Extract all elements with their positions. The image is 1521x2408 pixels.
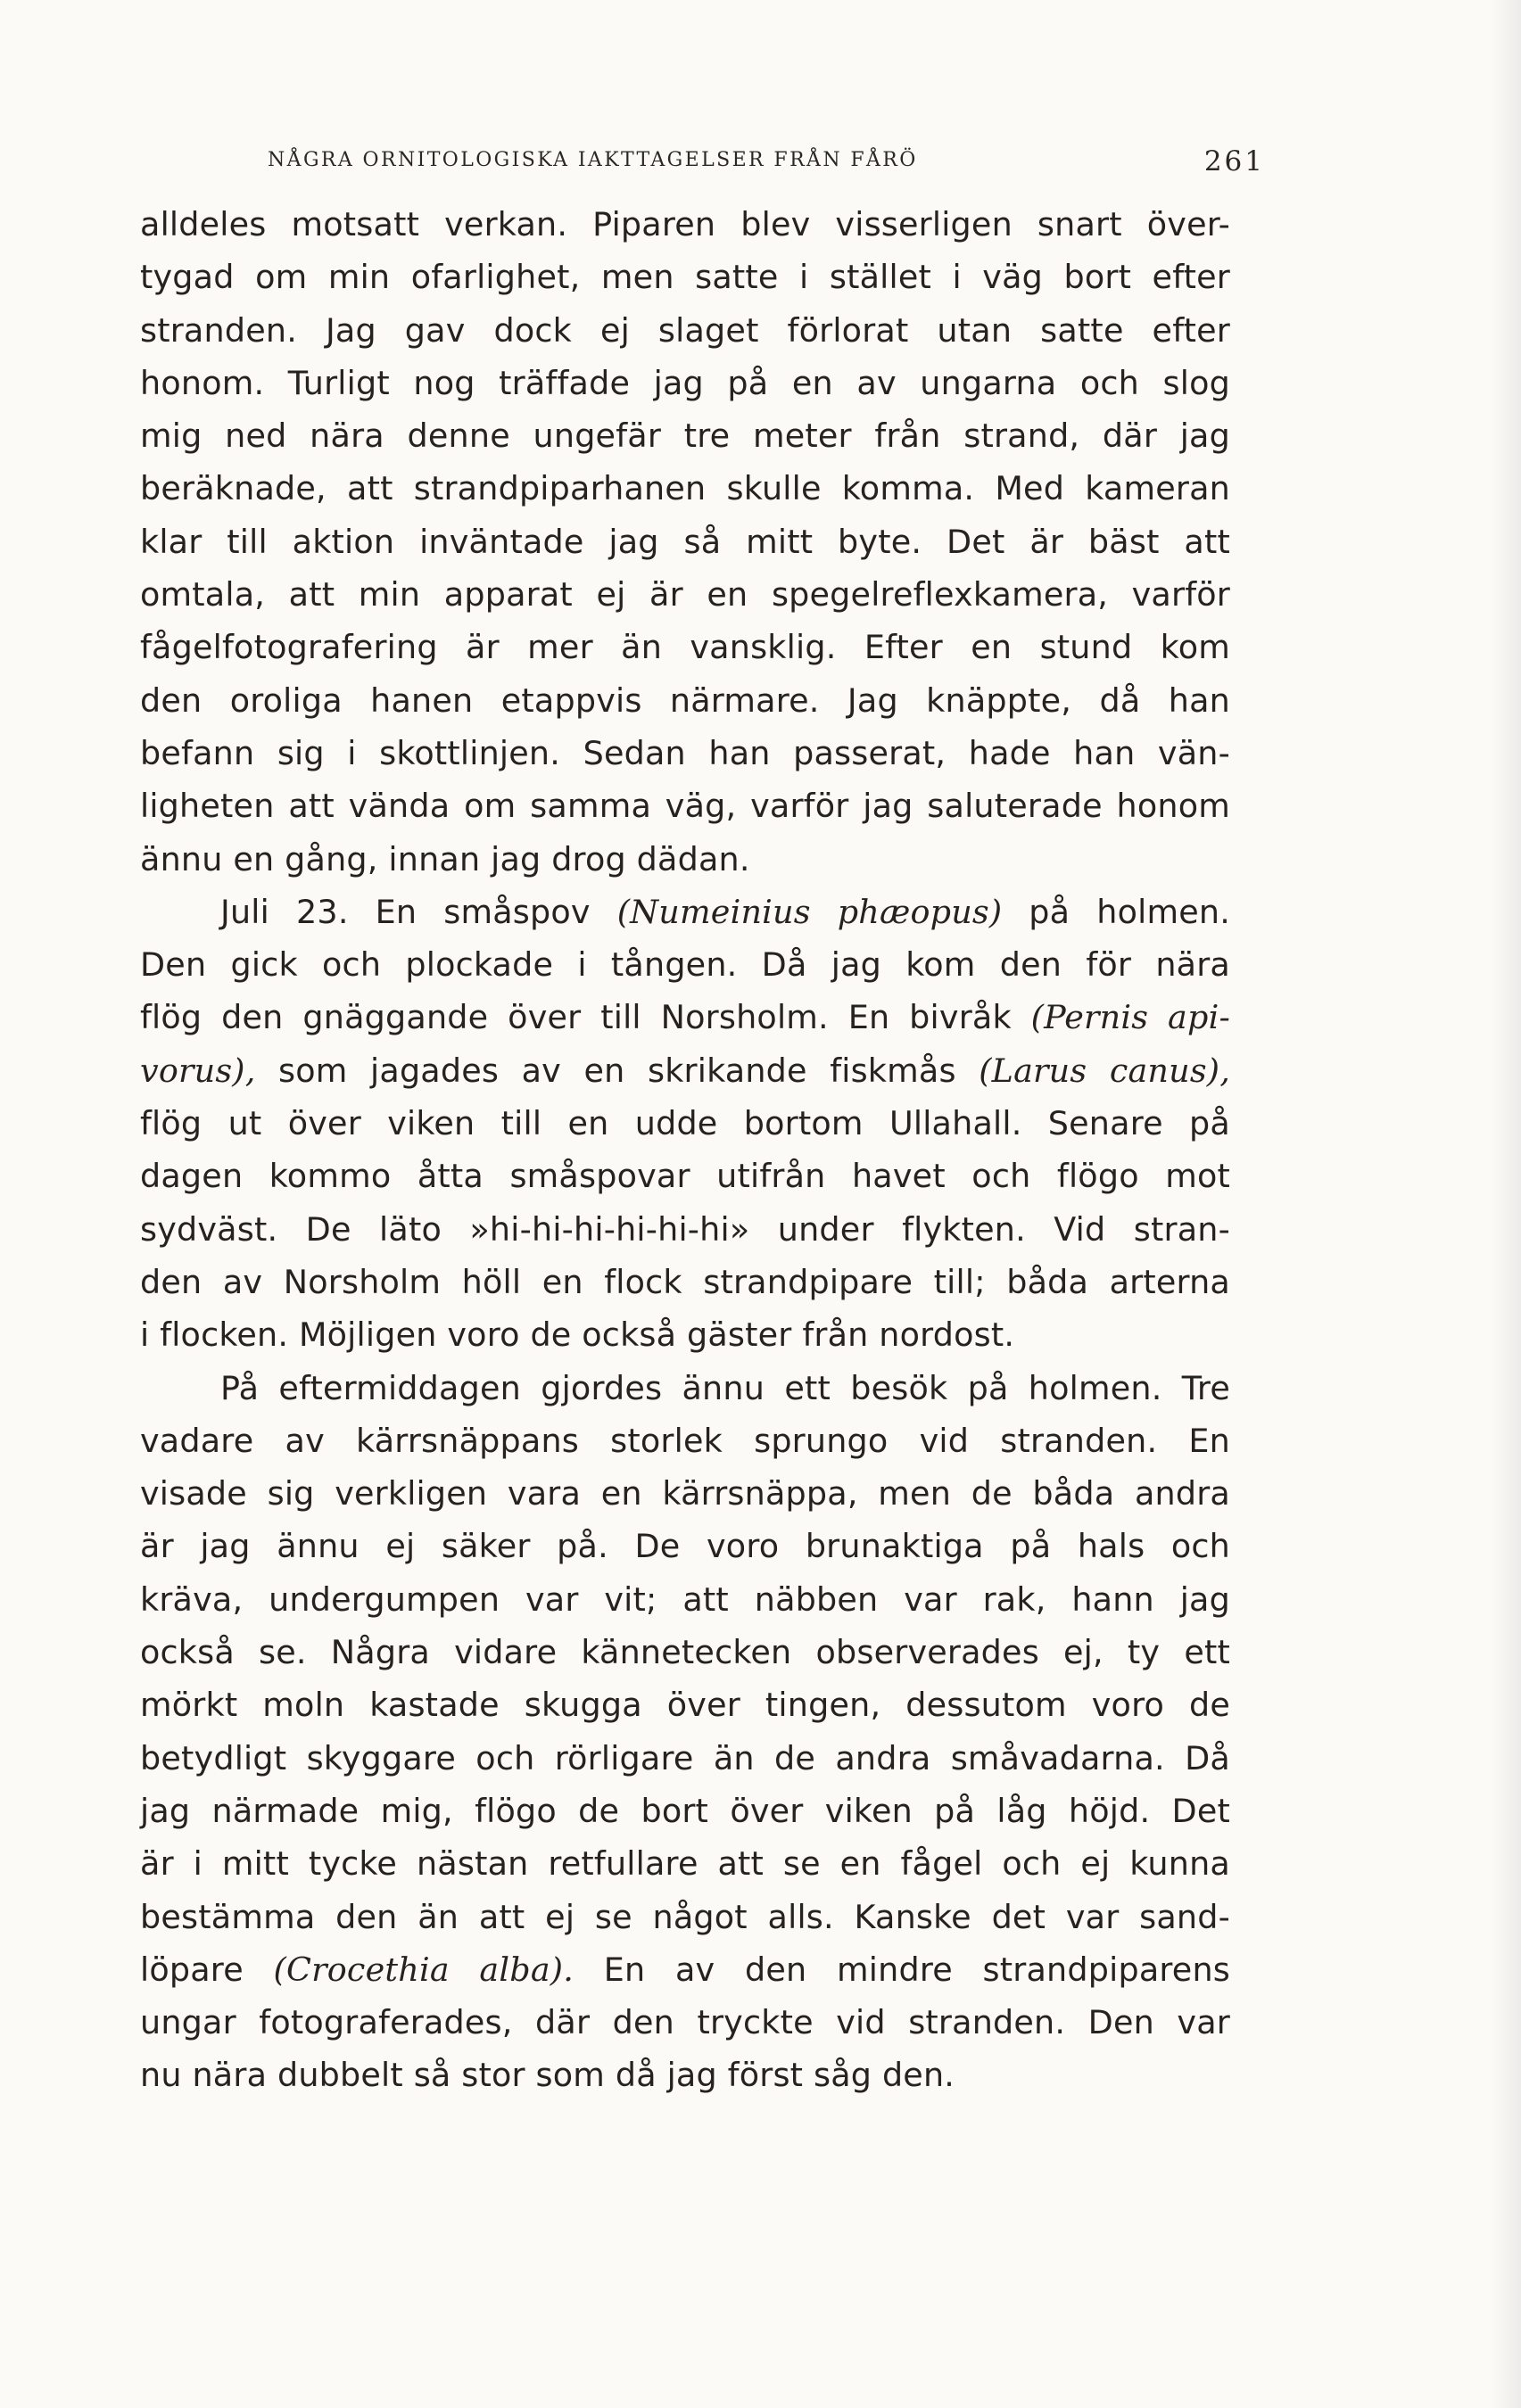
text-segment: fågelfotografering är mer än vansklig. Efter en stund kom — [140, 628, 1230, 667]
text-segment: den oroliga hanen etappvis närmare. Jag knäppte, då han — [140, 680, 1230, 720]
text-segment: vadare av kärrsnäppans storlek sprungo vid stranden. En — [140, 1421, 1230, 1460]
text-line — [140, 357, 1230, 409]
text-line — [140, 409, 1230, 462]
text-line — [140, 1203, 1230, 1256]
latin-name: vorus), — [140, 1051, 256, 1090]
text-segment: flög ut över viken till en udde bortom Ullahall. Senare på — [140, 1104, 1230, 1143]
text-segment: Juli 23. En småspov — [220, 892, 617, 931]
text-segment: sydväst. De läto »hi-hi-hi-hi-hi-hi» under flykten. Vid stran- — [140, 1209, 1230, 1249]
text-line — [140, 1044, 1230, 1097]
running-title: NÅGRA ORNITOLOGISKA IAKTTAGELSER FRÅN FÅRÖ — [268, 149, 918, 171]
text-segment: mörkt moln kastade skugga över tingen, dessutom voro de — [140, 1686, 1230, 1725]
text-segment: dagen kommo åtta småspovar utifrån havet och flögo mot — [140, 1157, 1230, 1196]
text-line — [140, 621, 1230, 673]
latin-name: (Crocethia alba). — [273, 1950, 575, 1989]
text-line — [140, 1837, 1230, 1890]
text-segment: alldeles motsatt verkan. Piparen blev visserligen snart över- — [140, 205, 1230, 243]
text-segment: omtala, att min apparat ej är en spegelreflexkamera, varför — [140, 575, 1230, 614]
text-line — [140, 1785, 1230, 1837]
text-segment: är jag ännu ej säker på. De voro brunaktiga på hals och — [140, 1527, 1230, 1566]
text-line — [140, 251, 1230, 303]
text-line — [140, 1520, 1230, 1572]
text-line — [140, 1467, 1230, 1520]
text-segment: är i mitt tycke nästan retfullare att se en fågel och ej kunna — [140, 1844, 1230, 1884]
text-segment: jag närmade mig, flögo de bort över viken på låg höjd. Det — [140, 1791, 1230, 1830]
page-header — [268, 145, 1265, 181]
text-segment: tygad om min ofarlighet, men satte i stället i väg bort efter — [140, 258, 1230, 297]
text-segment: En av den mindre strandpiparens — [574, 1950, 1230, 1989]
text-line — [140, 727, 1230, 779]
text-line — [140, 1891, 1230, 1943]
text-line — [140, 779, 1230, 832]
text-line — [140, 462, 1230, 515]
text-segment: honom. Turligt nog träffade jag på en av ungarna och slog — [140, 363, 1230, 402]
text-segment: klar till aktion inväntade jag så mitt byte. Det är bäst att — [140, 522, 1230, 561]
latin-name: (Larus canus), — [979, 1051, 1231, 1090]
text-segment: befann sig i skottlinjen. Sedan han passerat, hade han vän- — [140, 733, 1230, 772]
latin-name: (Pernis api- — [1030, 998, 1230, 1037]
text-segment: ungar fotograferades, där den tryckte vid stranden. Den var — [140, 2003, 1230, 2042]
text-segment: nu nära dubbelt så stor som då jag först såg den. — [140, 2056, 955, 2095]
text-line — [140, 1256, 1230, 1308]
text-segment: Den gick och plockade i tången. Då jag kom den för nära — [140, 945, 1230, 985]
text-line — [140, 1362, 1230, 1414]
text-line — [140, 1678, 1230, 1731]
text-line — [140, 991, 1230, 1043]
page-number: 261 — [1203, 145, 1265, 177]
text-segment: visade sig verkligen vara en kärrsnäppa, men de båda andra — [140, 1474, 1230, 1513]
text-line — [140, 2049, 1230, 2101]
text-segment: också se. Några vidare kännetecken observerades ej, ty ett — [140, 1633, 1230, 1672]
text-segment: kräva, undergumpen var vit; att näbben var rak, hann jag — [140, 1579, 1230, 1619]
text-segment: bestämma den än att ej se något alls. Kanske det var sand- — [140, 1897, 1230, 1936]
text-segment: ligheten att vända om samma väg, varför jag saluterade honom — [140, 787, 1230, 826]
text-line — [140, 198, 1230, 251]
text-segment: flög den gnäggande över till Norsholm. En bivråk — [140, 998, 1031, 1037]
text-line — [140, 1308, 1230, 1361]
text-line — [140, 1732, 1230, 1785]
text-line — [140, 515, 1230, 568]
text-line — [140, 886, 1230, 938]
text-line — [140, 1626, 1230, 1678]
text-segment: betydligt skyggare och rörligare än de andra småvadarna. Då — [140, 1738, 1230, 1777]
text-segment: i flocken. Möjligen voro de också gäster från nordost. — [140, 1315, 1015, 1355]
text-line — [140, 304, 1230, 357]
text-line — [140, 568, 1230, 621]
text-segment: ännu en gång, innan jag drog dädan. — [140, 839, 750, 878]
text-segment: som jagades av en skrikande fiskmås — [255, 1051, 980, 1090]
text-line — [140, 1097, 1230, 1150]
text-line — [140, 1573, 1230, 1626]
text-segment: mig ned nära denne ungefär tre meter från strand, där jag — [140, 416, 1230, 456]
text-segment: På eftermiddagen gjordes ännu ett besök på holmen. Tre — [220, 1368, 1230, 1407]
text-line — [140, 938, 1230, 991]
text-line — [140, 833, 1230, 886]
body-text — [140, 198, 1230, 2102]
text-segment: stranden. Jag gav dock ej slaget förlorat utan satte efter — [140, 310, 1230, 350]
text-line — [140, 1943, 1230, 1996]
text-line — [140, 674, 1230, 727]
text-segment: beräknade, att strandpiparhanen skulle komma. Med kameran — [140, 469, 1230, 508]
text-segment: löpare — [140, 1950, 274, 1989]
latin-name: (Numeinius phæopus) — [616, 892, 1003, 931]
text-line — [140, 1414, 1230, 1467]
text-line — [140, 1996, 1230, 2049]
page-edge-shadow — [1491, 0, 1521, 2408]
text-segment: på holmen. — [1002, 892, 1230, 931]
text-line — [140, 1150, 1230, 1202]
text-segment: den av Norsholm höll en flock strandpipare till; båda arterna — [140, 1262, 1230, 1301]
